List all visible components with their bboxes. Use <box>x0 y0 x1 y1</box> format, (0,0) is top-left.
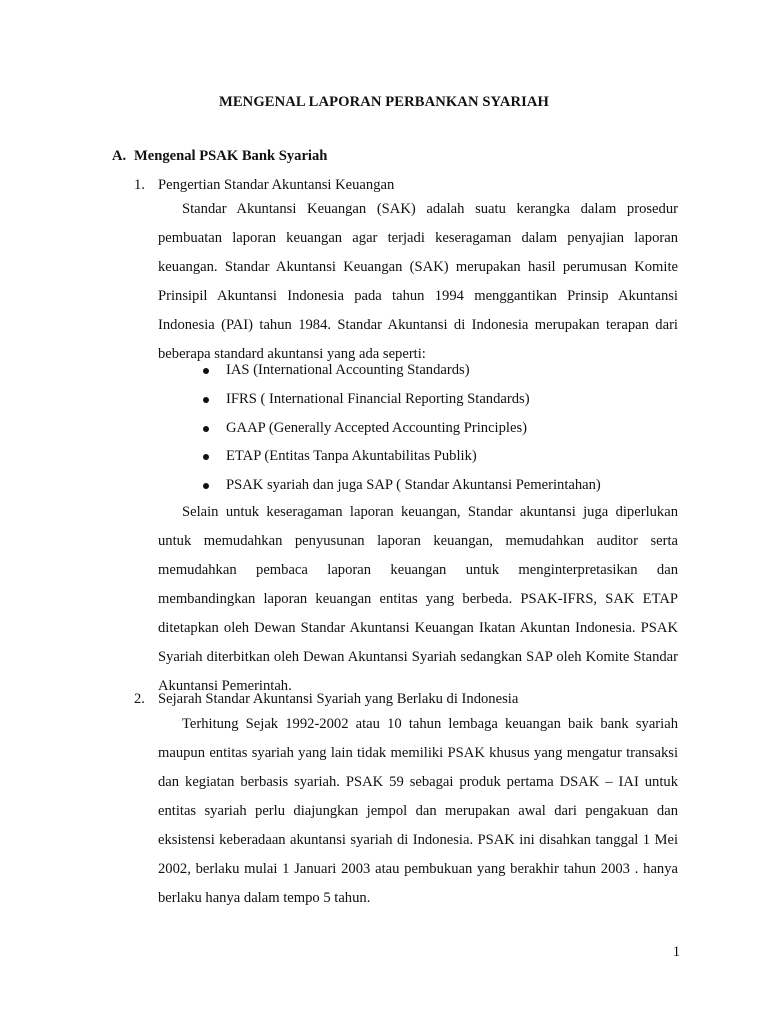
list-item-heading-1 <box>134 175 394 195</box>
bullet-icon <box>203 397 209 403</box>
bullet-item: PSAK syariah dan juga SAP ( Standar Akuntansi Pemerintahan) <box>200 471 601 500</box>
document-title: MENGENAL LAPORAN PERBANKAN SYARIAH <box>218 94 550 110</box>
bullet-item: IFRS ( International Financial Reporting Standards) <box>200 385 601 414</box>
bullet-item: IAS (International Accounting Standards) <box>200 356 601 385</box>
list-item-number: 2. <box>134 691 145 707</box>
bullet-icon <box>203 483 209 489</box>
bullet-icon <box>203 426 209 432</box>
paragraph-sak-purpose: Selain untuk keseragaman laporan keuangan, Standar akuntansi juga diperlukan untuk memudahkan penyusunan laporan keuangan, memudahkan auditor serta memudahkan pembaca laporan keuangan untuk menginterpretasikan dan membandingkan laporan keuangan entitas yang berbeda. PSAK-IFRS, SAK ETAP ditetapkan oleh Dewan Standar Akuntansi Keuangan Ikatan Akuntan Indonesia. PSAK Syariah diterbitkan oleh Dewan Akuntansi Syariah sedangkan SAP oleh Komite Standar Akuntansi Pemerintah. <box>158 504 678 694</box>
list-item-heading-text: Pengertian Standar Akuntansi Keuangan <box>158 177 395 193</box>
list-item-heading-text: Sejarah Standar Akuntansi Syariah yang Berlaku di Indonesia <box>158 691 519 707</box>
page-number: 1 <box>672 944 680 960</box>
list-item-heading-2 <box>134 689 518 709</box>
bullet-item: ETAP (Entitas Tanpa Akuntabilitas Publik) <box>200 442 601 471</box>
section-heading <box>112 146 327 166</box>
standards-bullet-list <box>200 356 601 500</box>
section-letter: A. <box>112 148 127 164</box>
bullet-icon <box>203 454 209 460</box>
bullet-icon <box>203 368 209 374</box>
list-item-number: 1. <box>134 177 145 193</box>
bullet-item: GAAP (Generally Accepted Accounting Principles) <box>200 414 601 443</box>
paragraph-sharia-history: Terhitung Sejak 1992-2002 atau 10 tahun lembaga keuangan baik bank syariah maupun entitas syariah yang lain tidak memiliki PSAK khusus yang mengatur transaksi dan kegiatan berbasis syariah. PSAK 59 sebagai produk pertama DSAK – IAI untuk entitas syariah perlu diajungkan jempol dan merupakan awal dari pengakuan dan eksistensi keberadaan akuntansi syariah di Indonesia. PSAK ini disahkan tanggal 1 Mei 2002, berlaku mulai 1 Januari 2003 atau pembukuan yang berakhir tahun 2003 . hanya berlaku hanya dalam tempo 5 tahun. <box>158 716 678 906</box>
paragraph-sak-definition: Standar Akuntansi Keuangan (SAK) adalah suatu kerangka dalam prosedur pembuatan laporan keuangan agar terjadi keseragaman dalam penyajian laporan keuangan. Standar Akuntansi Keuangan (SAK) merupakan hasil perumusan Komite Prinsipil Akuntansi Indonesia pada tahun 1994 menggantikan Prinsip Akuntansi Indonesia (PAI) tahun 1984. Standar Akuntansi di Indonesia merupakan terapan dari beberapa standard akuntansi yang ada seperti: <box>158 201 678 362</box>
section-heading-text: Mengenal PSAK Bank Syariah <box>134 148 328 164</box>
